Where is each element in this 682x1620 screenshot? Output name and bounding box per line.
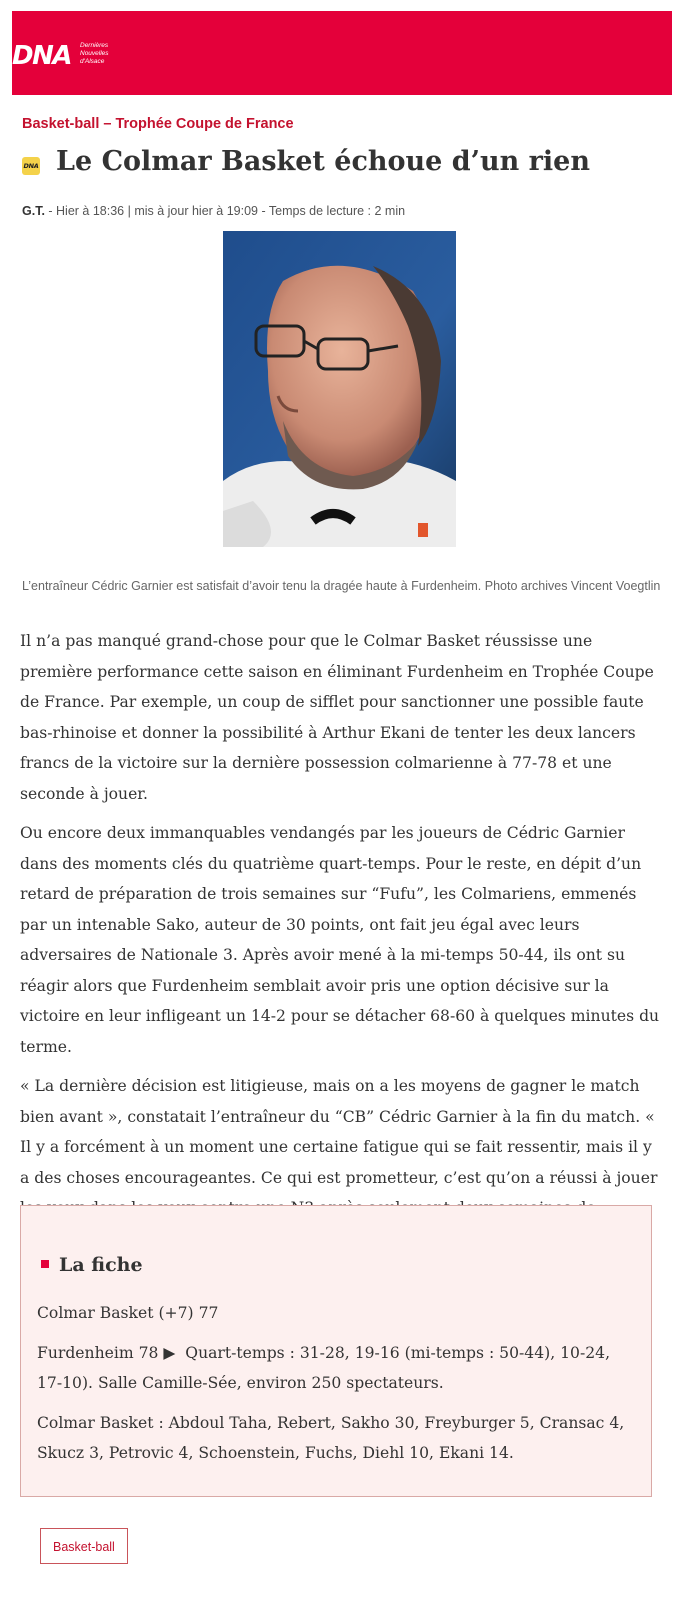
paragraph: « La dernière décision est litigieuse, mais on a les moyens de gagner le match bien avant », constatait l’entraîneur du “CB” Cédric Garnier à la fin du match. « Il y a forcément à un moment une certaine fatigue qui se fait ressentir, mais il y a des choses encourageantes. Ce qui est prometteur, c’est qu’on a réussi à jouer bbox=[20, 1077, 658, 1187]
paragraph: Il n’a pas manqué grand-chose pour que le Colmar Basket réussisse une première performance cette saison en éliminant Furdenheim en Trophée Coupe de France. Par exemple, un coup de sifflet pour sanctionner une possible faute bas-rhinoise et donner la possibilité à Arthur Ekani de tenter les deux lancers francs de la victoire sur la dernière possession colmarienne à 77-78 et une seconde à jouer. bbox=[20, 632, 654, 803]
fiche-line: Colmar Basket (+7) 77 bbox=[37, 1304, 219, 1322]
logo-text: DNA bbox=[12, 41, 71, 71]
article-byline bbox=[22, 204, 405, 218]
photo-caption: L’entraîneur Cédric Garnier est satisfait d’avoir tenu la dragée haute à Furdenheim. Photo archives Vincent Voegtlin bbox=[22, 579, 661, 593]
square-bullet-icon bbox=[41, 1260, 49, 1268]
site-header bbox=[12, 11, 672, 95]
fiche-box bbox=[20, 1205, 652, 1497]
article-body bbox=[20, 626, 660, 1263]
article-photo[interactable] bbox=[223, 231, 456, 547]
premium-badge-icon: DNA bbox=[22, 157, 40, 175]
byline-meta: - Hier à 18:36 | mis à jour hier à 19:09 - Temps de lecture : 2 min bbox=[44, 204, 406, 218]
tag-basket-ball[interactable]: Basket-ball bbox=[40, 1528, 128, 1564]
logo-subtitle: Dernières Nouvelles d'Alsace bbox=[80, 42, 109, 65]
fiche-body bbox=[37, 1298, 637, 1478]
fiche-line: Furdenheim 78 ▶ Quart-temps : 31-28, 19-16 (mi-temps : 50-44), 10-24, 17-10). Salle Camille-Sée, environ 250 spectateurs. bbox=[37, 1344, 611, 1392]
fiche-title: La fiche bbox=[41, 1254, 143, 1276]
article-title: Le Colmar Basket échoue d’un rien bbox=[56, 146, 590, 177]
article-kicker[interactable]: Basket-ball – Trophée Coupe de France bbox=[22, 116, 294, 132]
paragraph: Ou encore deux immanquables vendangés par les joueurs de Cédric Garnier dans des moments clés du quatrième quart-temps. Pour le reste, en dépit d’un retard de préparation de trois semaines sur “Fufu”, les Colmariens, emmenés par un intenable Sako, auteur de 30 points, ont fait jeu égal avec leurs adversaires de Nationale 3. Après avoir mené à la mi-temps 50-44, ils ont su réagir alors que Furdenheim semblait avoir pris une option décisive sur la victoire en leur infligeant un 14-2 pour se détacher 68-60 à quelques minutes du terme. bbox=[20, 824, 660, 1056]
author-name: G.T. bbox=[22, 204, 45, 218]
portrait-photo-icon bbox=[223, 231, 456, 547]
fiche-line: Colmar Basket : Abdoul Taha, Rebert, Sakho 30, Freyburger 5, Cransac 4, Skucz 3, Petrovic 4, Schoenstein, Fuchs, Diehl 10, Ekani 14. bbox=[37, 1414, 625, 1462]
